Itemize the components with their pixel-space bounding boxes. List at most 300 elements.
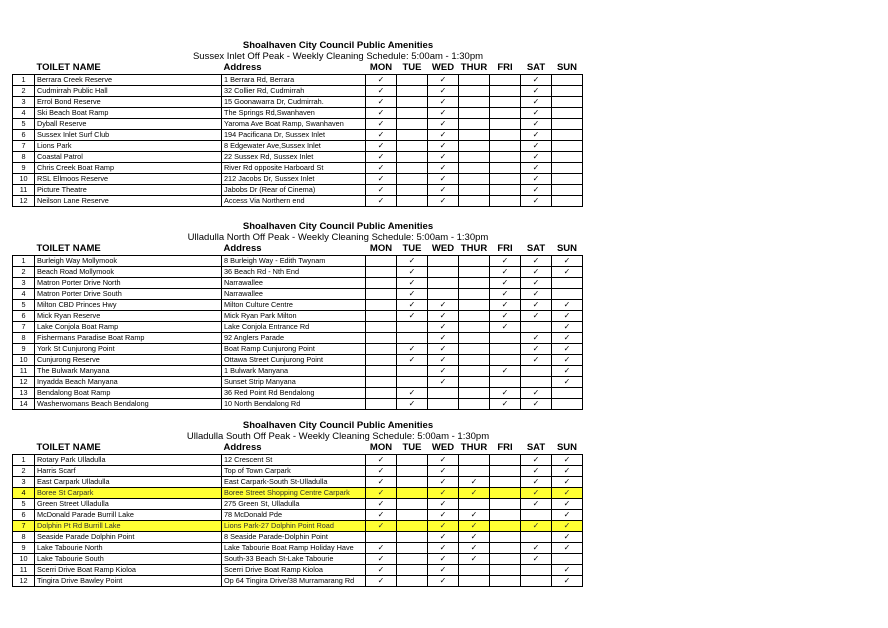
check-mark-icon: ✓: [501, 289, 509, 298]
day-cell-thur: [459, 510, 490, 521]
day-cell-sun: [552, 108, 583, 119]
column-header-sat: SAT: [526, 243, 546, 254]
check-mark-icon: ✓: [532, 543, 540, 552]
table-row: [13, 185, 583, 196]
day-cell-tue: [397, 333, 428, 344]
section-title: Shoalhaven City Council Public Amenities: [242, 221, 434, 232]
address-cell: Lake Tabourie Boat Ramp Holiday Have: [222, 543, 366, 554]
day-cell-thur: [459, 267, 490, 278]
check-mark-icon: ✓: [377, 130, 385, 139]
check-mark-icon: ✓: [532, 86, 540, 95]
address-cell: 10 North Bendalong Rd: [222, 399, 366, 410]
day-cell-fri: [490, 455, 521, 466]
day-cell-wed: [428, 499, 459, 510]
check-mark-icon: ✓: [563, 466, 571, 475]
address-cell: 194 Pacificana Dr, Sussex Inlet: [222, 130, 366, 141]
check-mark-icon: ✓: [563, 366, 571, 375]
day-cell-tue: [397, 267, 428, 278]
table-row: [13, 311, 583, 322]
toilet-name-cell: Rotary Park Ulladulla: [35, 455, 222, 466]
day-cell-tue: [397, 300, 428, 311]
day-cell-mon: [366, 466, 397, 477]
day-cell-thur: [459, 311, 490, 322]
day-cell-sun: [552, 499, 583, 510]
toilet-name-cell: Dyball Reserve: [35, 119, 222, 130]
day-cell-sun: [552, 576, 583, 587]
schedule-table: [12, 62, 583, 207]
day-cell-mon: [366, 119, 397, 130]
check-mark-icon: ✓: [501, 366, 509, 375]
check-mark-icon: ✓: [439, 565, 447, 574]
day-cell-wed: [428, 466, 459, 477]
toilet-name-cell: McDonald Parade Burrill Lake: [35, 510, 222, 521]
day-cell-mon: [366, 344, 397, 355]
check-mark-icon: ✓: [439, 119, 447, 128]
day-cell-mon: [366, 152, 397, 163]
day-cell-sat: [521, 152, 552, 163]
day-cell-wed: [428, 521, 459, 532]
day-cell-thur: [459, 455, 490, 466]
day-cell-thur: [459, 97, 490, 108]
check-mark-icon: ✓: [470, 510, 478, 519]
check-mark-icon: ✓: [408, 311, 416, 320]
check-mark-icon: ✓: [377, 163, 385, 172]
day-cell-fri: [490, 366, 521, 377]
table-row: [13, 366, 583, 377]
row-number: 3: [13, 278, 35, 289]
row-number: 12: [13, 196, 35, 207]
day-cell-mon: [366, 499, 397, 510]
check-mark-icon: ✓: [470, 543, 478, 552]
day-cell-wed: [428, 455, 459, 466]
check-mark-icon: ✓: [408, 355, 416, 364]
day-cell-mon: [366, 388, 397, 399]
day-cell-sun: [552, 377, 583, 388]
check-mark-icon: ✓: [377, 97, 385, 106]
day-cell-mon: [366, 377, 397, 388]
schedule-table: [12, 442, 583, 587]
day-cell-thur: [459, 466, 490, 477]
day-cell-sat: [521, 510, 552, 521]
toilet-name-cell: Bendalong Boat Ramp: [35, 388, 222, 399]
day-cell-sat: [521, 499, 552, 510]
day-cell-sun: [552, 278, 583, 289]
toilet-name-cell: Chris Creek Boat Ramp: [35, 163, 222, 174]
day-cell-tue: [397, 75, 428, 86]
check-mark-icon: ✓: [439, 576, 447, 585]
column-header-fri: FRI: [497, 243, 513, 254]
check-mark-icon: ✓: [377, 554, 385, 563]
check-mark-icon: ✓: [439, 366, 447, 375]
day-cell-wed: [428, 477, 459, 488]
check-mark-icon: ✓: [532, 196, 540, 205]
check-mark-icon: ✓: [377, 488, 385, 497]
check-mark-icon: ✓: [439, 532, 447, 541]
day-cell-wed: [428, 196, 459, 207]
check-mark-icon: ✓: [377, 565, 385, 574]
day-cell-sun: [552, 196, 583, 207]
day-cell-fri: [490, 130, 521, 141]
day-cell-mon: [366, 130, 397, 141]
day-cell-fri: [490, 300, 521, 311]
day-cell-sat: [521, 311, 552, 322]
check-mark-icon: ✓: [501, 278, 509, 287]
check-mark-icon: ✓: [439, 152, 447, 161]
day-cell-tue: [397, 256, 428, 267]
day-cell-sat: [521, 141, 552, 152]
check-mark-icon: ✓: [563, 355, 571, 364]
day-cell-tue: [397, 141, 428, 152]
section-subtitle: Ulladulla North Off Peak - Weekly Cleaning Schedule: 5:00am - 1:30pm: [187, 232, 489, 243]
check-mark-icon: ✓: [532, 488, 540, 497]
check-mark-icon: ✓: [408, 399, 416, 408]
day-cell-mon: [366, 267, 397, 278]
check-mark-icon: ✓: [439, 311, 447, 320]
day-cell-sat: [521, 119, 552, 130]
day-cell-thur: [459, 576, 490, 587]
table-row: [13, 130, 583, 141]
day-cell-tue: [397, 152, 428, 163]
day-cell-mon: [366, 108, 397, 119]
check-mark-icon: ✓: [532, 499, 540, 508]
toilet-name-cell: Neilson Lane Reserve: [35, 196, 222, 207]
day-cell-fri: [490, 152, 521, 163]
check-mark-icon: ✓: [532, 267, 540, 276]
day-cell-wed: [428, 333, 459, 344]
day-cell-mon: [366, 455, 397, 466]
day-cell-thur: [459, 86, 490, 97]
address-cell: 8 Seaside Parade-Dolphin Point: [222, 532, 366, 543]
check-mark-icon: ✓: [501, 311, 509, 320]
row-number: 9: [13, 543, 35, 554]
day-cell-wed: [428, 532, 459, 543]
day-cell-mon: [366, 543, 397, 554]
check-mark-icon: ✓: [532, 97, 540, 106]
check-mark-icon: ✓: [532, 311, 540, 320]
check-mark-icon: ✓: [563, 565, 571, 574]
table-row: [13, 455, 583, 466]
day-cell-fri: [490, 554, 521, 565]
day-cell-sat: [521, 477, 552, 488]
check-mark-icon: ✓: [377, 174, 385, 183]
day-cell-fri: [490, 267, 521, 278]
check-mark-icon: ✓: [377, 455, 385, 464]
check-mark-icon: ✓: [470, 521, 478, 530]
check-mark-icon: ✓: [377, 196, 385, 205]
column-header-address: Address: [223, 243, 262, 254]
day-cell-tue: [397, 466, 428, 477]
column-header-wed: WED: [431, 243, 455, 254]
check-mark-icon: ✓: [377, 141, 385, 150]
check-mark-icon: ✓: [563, 510, 571, 519]
check-mark-icon: ✓: [532, 554, 540, 563]
check-mark-icon: ✓: [563, 543, 571, 552]
check-mark-icon: ✓: [532, 152, 540, 161]
day-cell-thur: [459, 565, 490, 576]
section-subtitle: Ulladulla South Off Peak - Weekly Cleaning Schedule: 5:00am - 1:30pm: [186, 431, 490, 442]
day-cell-tue: [397, 377, 428, 388]
day-cell-sun: [552, 311, 583, 322]
day-cell-wed: [428, 141, 459, 152]
column-header-sat: SAT: [526, 442, 546, 453]
day-cell-sun: [552, 256, 583, 267]
day-cell-thur: [459, 532, 490, 543]
toilet-name-cell: Scerri Drive Boat Ramp Kioloa: [35, 565, 222, 576]
check-mark-icon: ✓: [532, 300, 540, 309]
day-cell-thur: [459, 163, 490, 174]
toilet-name-cell: Fishermans Paradise Boat Ramp: [35, 333, 222, 344]
day-cell-sat: [521, 267, 552, 278]
table-row: [13, 565, 583, 576]
day-cell-sun: [552, 488, 583, 499]
address-cell: Lions Park-27 Dolphin Point Road: [222, 521, 366, 532]
table-row: [13, 267, 583, 278]
day-cell-mon: [366, 532, 397, 543]
day-cell-sun: [552, 300, 583, 311]
row-number: 10: [13, 554, 35, 565]
check-mark-icon: ✓: [439, 108, 447, 117]
day-cell-sun: [552, 185, 583, 196]
day-cell-wed: [428, 388, 459, 399]
column-header-thur: THUR: [460, 442, 488, 453]
day-cell-mon: [366, 488, 397, 499]
day-cell-tue: [397, 532, 428, 543]
check-mark-icon: ✓: [470, 488, 478, 497]
check-mark-icon: ✓: [501, 388, 509, 397]
table-row: [13, 163, 583, 174]
check-mark-icon: ✓: [439, 185, 447, 194]
check-mark-icon: ✓: [470, 477, 478, 486]
day-cell-wed: [428, 278, 459, 289]
day-cell-mon: [366, 141, 397, 152]
day-cell-sat: [521, 576, 552, 587]
day-cell-sat: [521, 185, 552, 196]
row-number: 8: [13, 152, 35, 163]
day-cell-sat: [521, 108, 552, 119]
table-row: [13, 543, 583, 554]
day-cell-mon: [366, 366, 397, 377]
day-cell-tue: [397, 477, 428, 488]
table-row: [13, 488, 583, 499]
toilet-name-cell: Tingira Drive Bawley Point: [35, 576, 222, 587]
table-row: [13, 196, 583, 207]
day-cell-thur: [459, 488, 490, 499]
check-mark-icon: ✓: [439, 455, 447, 464]
address-cell: Boree Street Shopping Centre Carpark: [222, 488, 366, 499]
day-cell-thur: [459, 75, 490, 86]
toilet-name-cell: Matron Porter Drive North: [35, 278, 222, 289]
check-mark-icon: ✓: [532, 108, 540, 117]
check-mark-icon: ✓: [408, 388, 416, 397]
day-cell-wed: [428, 75, 459, 86]
day-cell-thur: [459, 185, 490, 196]
check-mark-icon: ✓: [439, 97, 447, 106]
address-cell: 32 Collier Rd, Cudmirrah: [222, 86, 366, 97]
day-cell-fri: [490, 499, 521, 510]
row-number: 12: [13, 377, 35, 388]
day-cell-tue: [397, 86, 428, 97]
header-row: [13, 62, 583, 75]
day-cell-thur: [459, 300, 490, 311]
day-cell-sat: [521, 174, 552, 185]
table-row: [13, 576, 583, 587]
table-row: [13, 322, 583, 333]
schedule-section-ulladulla-south: [12, 420, 584, 587]
day-cell-sat: [521, 130, 552, 141]
check-mark-icon: ✓: [439, 554, 447, 563]
section-subtitle: Sussex Inlet Off Peak - Weekly Cleaning Schedule: 5:00am - 1:30pm: [192, 51, 484, 62]
toilet-name-cell: Harris Scarf: [35, 466, 222, 477]
column-header-toilet-name: TOILET NAME: [36, 243, 101, 254]
address-cell: Op 64 Tingira Drive/38 Murramarang Rd: [222, 576, 366, 587]
column-header-mon: MON: [369, 62, 393, 73]
column-header-tue: TUE: [402, 243, 422, 254]
check-mark-icon: ✓: [377, 108, 385, 117]
day-cell-mon: [366, 278, 397, 289]
day-cell-mon: [366, 355, 397, 366]
day-cell-fri: [490, 322, 521, 333]
address-cell: 92 Anglers Parade: [222, 333, 366, 344]
day-cell-sat: [521, 163, 552, 174]
day-cell-wed: [428, 289, 459, 300]
day-cell-sun: [552, 174, 583, 185]
check-mark-icon: ✓: [439, 355, 447, 364]
table-row: [13, 97, 583, 108]
day-cell-fri: [490, 75, 521, 86]
day-cell-wed: [428, 399, 459, 410]
day-cell-sat: [521, 97, 552, 108]
day-cell-sat: [521, 366, 552, 377]
table-row: [13, 75, 583, 86]
day-cell-fri: [490, 86, 521, 97]
day-cell-tue: [397, 174, 428, 185]
day-cell-fri: [490, 355, 521, 366]
day-cell-sat: [521, 377, 552, 388]
day-cell-tue: [397, 576, 428, 587]
toilet-name-cell: York St Cunjurong Point: [35, 344, 222, 355]
row-number: 8: [13, 532, 35, 543]
check-mark-icon: ✓: [377, 152, 385, 161]
address-cell: 36 Red Point Rd Bendalong: [222, 388, 366, 399]
address-cell: 275 Green St, Ulladulla: [222, 499, 366, 510]
day-cell-wed: [428, 267, 459, 278]
address-cell: Milton Culture Centre: [222, 300, 366, 311]
table-row: [13, 333, 583, 344]
check-mark-icon: ✓: [563, 267, 571, 276]
check-mark-icon: ✓: [563, 311, 571, 320]
check-mark-icon: ✓: [532, 466, 540, 475]
day-cell-fri: [490, 565, 521, 576]
day-cell-fri: [490, 311, 521, 322]
address-cell: 22 Sussex Rd, Sussex Inlet: [222, 152, 366, 163]
day-cell-thur: [459, 477, 490, 488]
address-cell: Narrawallee: [222, 278, 366, 289]
check-mark-icon: ✓: [439, 163, 447, 172]
day-cell-wed: [428, 311, 459, 322]
check-mark-icon: ✓: [439, 86, 447, 95]
day-cell-tue: [397, 119, 428, 130]
day-cell-fri: [490, 278, 521, 289]
day-cell-sat: [521, 196, 552, 207]
day-cell-mon: [366, 333, 397, 344]
check-mark-icon: ✓: [377, 543, 385, 552]
check-mark-icon: ✓: [563, 488, 571, 497]
day-cell-tue: [397, 108, 428, 119]
day-cell-sun: [552, 388, 583, 399]
check-mark-icon: ✓: [377, 466, 385, 475]
day-cell-sat: [521, 322, 552, 333]
day-cell-sun: [552, 477, 583, 488]
day-cell-fri: [490, 576, 521, 587]
day-cell-tue: [397, 366, 428, 377]
row-number: 8: [13, 333, 35, 344]
header-row: [13, 442, 583, 455]
day-cell-fri: [490, 510, 521, 521]
day-cell-fri: [490, 399, 521, 410]
check-mark-icon: ✓: [408, 300, 416, 309]
address-cell: 8 Edgewater Ave,Sussex Inlet: [222, 141, 366, 152]
day-cell-tue: [397, 499, 428, 510]
day-cell-thur: [459, 119, 490, 130]
day-cell-mon: [366, 399, 397, 410]
check-mark-icon: ✓: [439, 543, 447, 552]
check-mark-icon: ✓: [563, 333, 571, 342]
column-header-fri: FRI: [497, 62, 513, 73]
toilet-name-cell: Milton CBD Princes Hwy: [35, 300, 222, 311]
day-cell-thur: [459, 366, 490, 377]
toilet-name-cell: Errol Bond Reserve: [35, 97, 222, 108]
table-row: [13, 141, 583, 152]
day-cell-thur: [459, 322, 490, 333]
table-row: [13, 108, 583, 119]
check-mark-icon: ✓: [377, 75, 385, 84]
day-cell-sun: [552, 267, 583, 278]
day-cell-thur: [459, 289, 490, 300]
row-number: 10: [13, 355, 35, 366]
row-number: 1: [13, 75, 35, 86]
row-number: 7: [13, 322, 35, 333]
toilet-name-cell: The Bulwark Manyana: [35, 366, 222, 377]
address-cell: Sunset Strip Manyana: [222, 377, 366, 388]
toilet-name-cell: Ski Beach Boat Ramp: [35, 108, 222, 119]
day-cell-sat: [521, 300, 552, 311]
day-cell-mon: [366, 565, 397, 576]
day-cell-wed: [428, 174, 459, 185]
day-cell-mon: [366, 256, 397, 267]
day-cell-wed: [428, 97, 459, 108]
day-cell-thur: [459, 521, 490, 532]
day-cell-fri: [490, 477, 521, 488]
table-row: [13, 119, 583, 130]
address-cell: Jabobs Dr (Rear of Cinema): [222, 185, 366, 196]
day-cell-mon: [366, 322, 397, 333]
check-mark-icon: ✓: [439, 130, 447, 139]
day-cell-fri: [490, 333, 521, 344]
column-header-sat: SAT: [526, 62, 546, 73]
day-cell-fri: [490, 344, 521, 355]
day-cell-sat: [521, 75, 552, 86]
row-number: 3: [13, 477, 35, 488]
row-number: 6: [13, 311, 35, 322]
day-cell-sat: [521, 289, 552, 300]
day-cell-tue: [397, 311, 428, 322]
day-cell-fri: [490, 196, 521, 207]
check-mark-icon: ✓: [377, 86, 385, 95]
day-cell-sun: [552, 86, 583, 97]
day-cell-thur: [459, 174, 490, 185]
check-mark-icon: ✓: [439, 377, 447, 386]
address-cell: Access Via Northern end: [222, 196, 366, 207]
